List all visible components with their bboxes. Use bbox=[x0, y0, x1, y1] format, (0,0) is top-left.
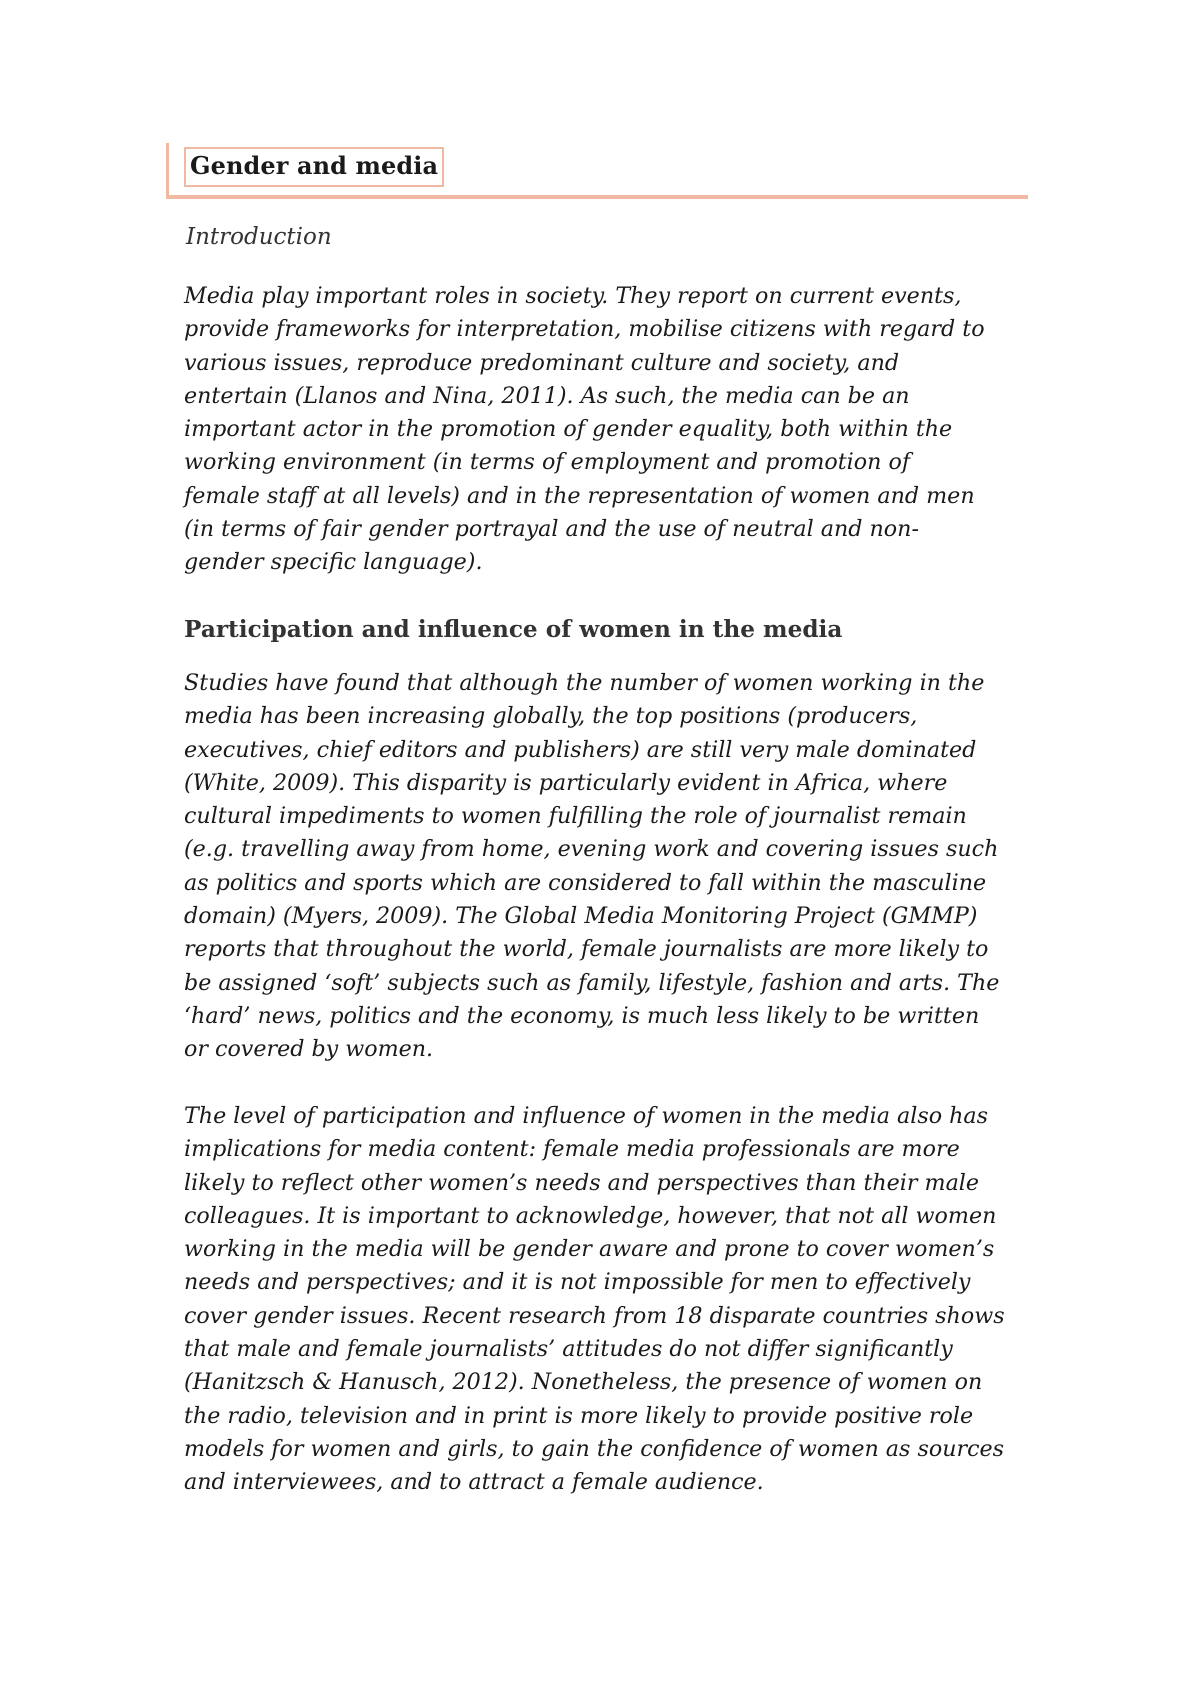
paragraph-line: ‘hard’ news, politics and the economy, is much less likely to be written bbox=[184, 1002, 980, 1029]
paragraph-line: gender specific language). bbox=[184, 549, 483, 576]
paragraph-line: (White, 2009). This disparity is particularly evident in Africa, where bbox=[184, 769, 948, 796]
paragraph-line: or covered by women. bbox=[184, 1036, 434, 1063]
paragraph-line: be assigned ‘soft’ subjects such as family, lifestyle, fashion and arts. The bbox=[184, 969, 1000, 996]
paragraph-line: executives, chief editors and publishers) are still very male dominated bbox=[184, 736, 977, 763]
section-heading: Participation and influence of women in the media bbox=[184, 616, 843, 643]
paragraph-line: important actor in the promotion of gender equality, both within the bbox=[184, 416, 953, 443]
paragraph-line: female staff at all levels) and in the representation of women and men bbox=[184, 482, 975, 509]
paragraph-line: cover gender issues. Recent research from 18 disparate countries shows bbox=[184, 1302, 1005, 1329]
paragraph-line: working in the media will be gender aware and prone to cover women’s bbox=[184, 1236, 995, 1263]
paragraph-line: likely to reflect other women’s needs and perspectives than their male bbox=[184, 1169, 980, 1196]
document-title: Gender and media bbox=[184, 147, 444, 187]
paragraph-line: domain) (Myers, 2009). The Global Media Monitoring Project (GMMP) bbox=[184, 903, 978, 930]
paragraph-line: Media play important roles in society. They report on current events, bbox=[184, 283, 962, 309]
paragraph-line: reports that throughout the world, female journalists are more likely to bbox=[184, 936, 989, 963]
paragraph-line: models for women and girls, to gain the confidence of women as sources bbox=[184, 1435, 1005, 1462]
paragraph-line: needs and perspectives; and it is not impossible for men to effectively bbox=[184, 1269, 971, 1296]
paragraph-line: as politics and sports which are considered to fall within the masculine bbox=[184, 869, 987, 896]
paragraph-line: that male and female journalists’ attitudes do not differ significantly bbox=[184, 1336, 953, 1363]
paragraph-line: cultural impediments to women fulfilling the role of journalist remain bbox=[184, 803, 967, 830]
paragraph-line: colleagues. It is important to acknowledge, however, that not all women bbox=[184, 1202, 997, 1229]
paragraph-line: entertain (Llanos and Nina, 2011). As such, the media can be an bbox=[184, 382, 910, 409]
body-paragraph-2 bbox=[184, 667, 1044, 1067]
paragraph-line: the radio, television and in print is more likely to provide positive role bbox=[184, 1402, 974, 1429]
intro-paragraph bbox=[184, 280, 1044, 580]
paragraph-line: The level of participation and influence of women in the media also has bbox=[184, 1103, 989, 1129]
section-label-introduction: Introduction bbox=[186, 224, 332, 250]
paragraph-line: working environment (in terms of employment and promotion of bbox=[184, 449, 911, 476]
paragraph-line: media has been increasing globally, the top positions (producers, bbox=[184, 703, 918, 730]
paragraph-line: implications for media content: female media professionals are more bbox=[184, 1136, 960, 1163]
paragraph-line: Studies have found that although the number of women working in the bbox=[184, 670, 985, 696]
paragraph-line: provide frameworks for interpretation, mobilise citizens with regard to bbox=[184, 316, 985, 343]
paragraph-line: (e.g. travelling away from home, evening work and covering issues such bbox=[184, 836, 999, 863]
paragraph-line: (Hanitzsch & Hanusch, 2012). Nonetheless, the presence of women on bbox=[184, 1369, 983, 1396]
body-paragraph-3 bbox=[184, 1100, 1044, 1500]
paragraph-line: and interviewees, and to attract a female audience. bbox=[184, 1469, 764, 1496]
paragraph-line: various issues, reproduce predominant culture and society, and bbox=[184, 349, 900, 376]
paragraph-line: (in terms of fair gender portrayal and the use of neutral and non- bbox=[184, 516, 919, 543]
